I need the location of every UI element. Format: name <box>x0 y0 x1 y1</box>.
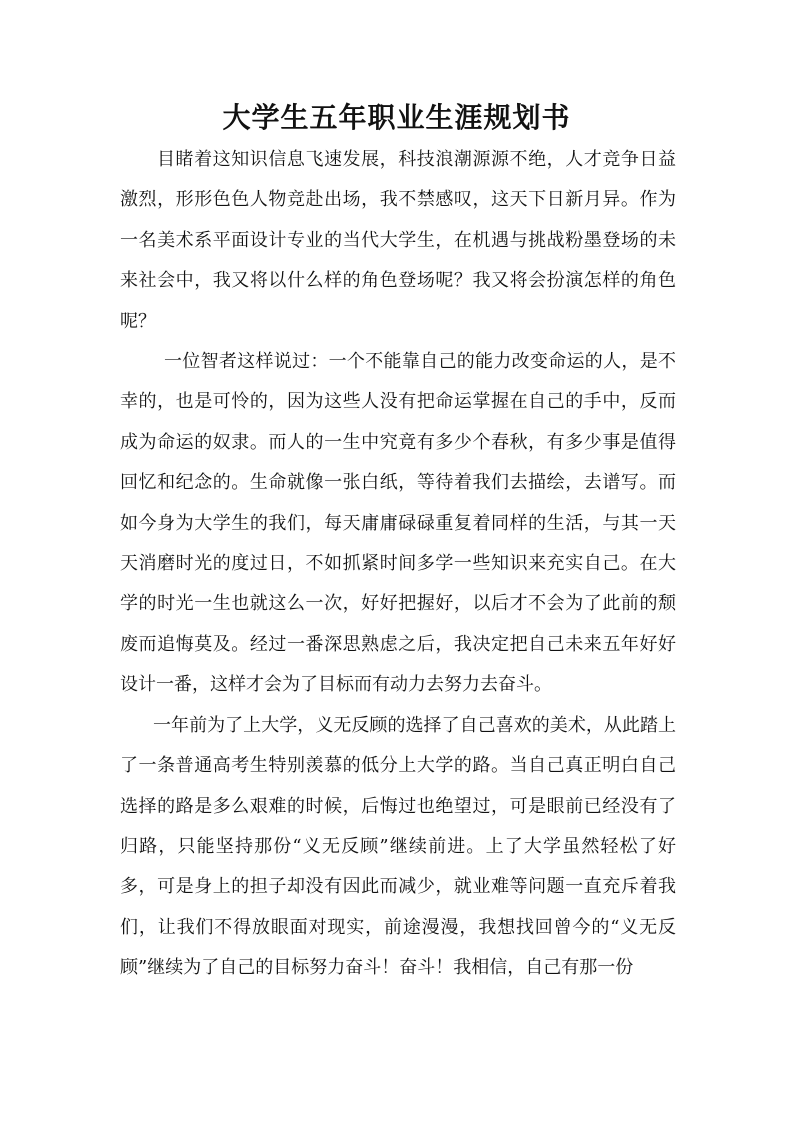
document-body <box>120 140 676 989</box>
paragraph-2: 一位智者这样说过：一个不能靠自己的能力改变命运的人，是不幸的，也是可怜的，因为这些人没有把命运掌握在自己的手中，反而成为命运的奴隶。而人的一生中究竟有多少个春秋，有多少事是值得回忆和纪念的。生命就像一张白纸，等待着我们去描绘，去谱写。而如今身为大学生的我们，每天庸庸碌碌重复着同样的生活，与其一天天消磨时光的度过日，不如抓紧时间多学一些知识来充实自己。在大学的时光一生也就这么一次，好好把握好，以后才不会为了此前的颓废而追悔莫及。经过一番深思熟虑之后，我决定把自己未来五年好好设计一番，这样才会为了目标而有动力去努力去奋斗。 <box>120 351 676 696</box>
document-title: 大学生五年职业生涯规划书 <box>222 101 571 134</box>
paragraph-3: 一年前为了上大学，义无反顾的选择了自己喜欢的美术，从此踏上了一条普通高考生特别羡慕的低分上大学的路。当自己真正明白自己选择的路是多么艰难的时候，后悔过也绝望过，可是眼前已经没有了归路，只能坚持那份“义无反顾”继续前进。上了大学虽然轻松了好多，可是身上的担子却没有因此而减少，就业难等问题一直充斥着我们，让我们不得放眼面对现实，前途漫漫，我想找回曾今的“义无反顾”继续为了自己的目标努力奋斗！奋斗！我相信，自己有那一份 <box>120 714 676 979</box>
paragraph-1: 目睹着这知识信息飞速发展，科技浪潮源源不绝，人才竞争日益激烈，形形色色人物竞赴出场，我不禁感叹，这天下日新月异。作为一名美术系平面设计专业的当代大学生，在机遇与挑战粉墨登场的未来社会中，我又将以什么样的角色登场呢？我又将会扮演怎样的角色呢？ <box>120 149 676 332</box>
